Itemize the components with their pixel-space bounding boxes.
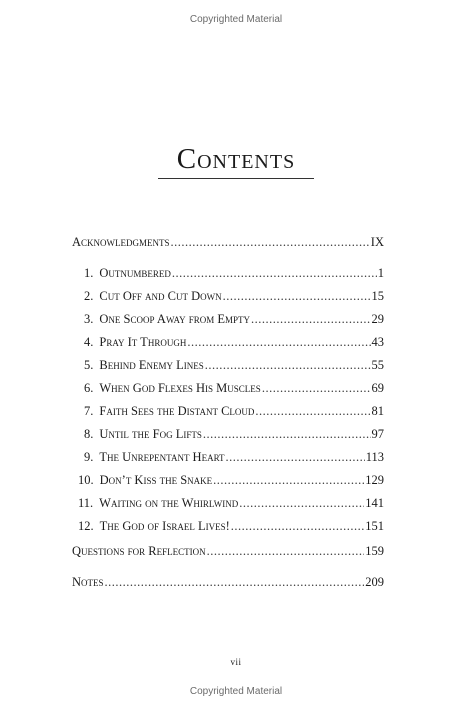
chapter-number: 12. [78, 519, 94, 533]
toc-entry-page: 159 [365, 544, 384, 558]
toc-entry-title: Questions for Reflection [72, 544, 206, 558]
toc-entry-page: 81 [371, 404, 384, 418]
toc-entry-page: 55 [371, 358, 384, 372]
toc-entry-page: IX [370, 235, 384, 249]
chapter-number: 11. [78, 496, 94, 510]
toc-entry-chapter-9[interactable] [84, 449, 384, 465]
toc-entry-page: 209 [365, 575, 384, 589]
leader-dots [223, 288, 371, 304]
toc-entry-title: Cut Off and Cut Down [99, 289, 222, 303]
toc-entry-title: Waiting on the Whirlwind [99, 496, 239, 510]
toc-entry-page: 151 [365, 519, 384, 533]
chapter-number: 7. [84, 404, 94, 418]
toc-entry-chapter-6[interactable] [84, 380, 384, 396]
toc-entry-page: 141 [365, 496, 384, 510]
toc-entry-chapter-8[interactable] [84, 426, 384, 442]
toc-entry-title: Pray It Through [99, 335, 187, 349]
chapter-number: 8. [84, 427, 94, 441]
chapter-number: 6. [84, 381, 94, 395]
toc-entry-notes[interactable] [72, 574, 384, 590]
toc-entry-title: The Unrepentant Heart [99, 450, 225, 464]
toc-entry-page: 69 [371, 381, 384, 395]
toc-entry-chapter-12[interactable] [78, 518, 384, 534]
toc-entry-title: When God Flexes His Muscles [99, 381, 261, 395]
chapter-number: 10. [78, 473, 94, 487]
toc-entry-title: Behind Enemy Lines [99, 358, 204, 372]
leader-dots [231, 518, 364, 534]
chapter-number: 5. [84, 358, 94, 372]
toc-entry-page: 43 [371, 335, 384, 349]
title-underline [158, 178, 314, 179]
leader-dots [226, 449, 365, 465]
copyright-banner-top: Copyrighted Material [189, 14, 283, 25]
chapter-number: 2. [84, 289, 94, 303]
leader-dots [262, 380, 371, 396]
leader-dots [255, 403, 370, 419]
leader-dots [172, 265, 377, 281]
toc-entry-title: One Scoop Away from Empty [99, 312, 251, 326]
leader-dots [205, 357, 371, 373]
toc-entry-title: Faith Sees the Distant Cloud [99, 404, 255, 418]
toc-entry-chapter-4[interactable] [84, 334, 384, 350]
toc-entry-title: Acknowledgments [72, 235, 170, 249]
toc-entry-title: Notes [72, 575, 104, 589]
toc-entry-questions-for-reflection[interactable] [72, 543, 384, 559]
toc-entry-title: The God of Israel Lives! [99, 519, 230, 533]
toc-entry-page: 1 [377, 266, 384, 280]
toc-entry-page: 113 [365, 450, 384, 464]
leader-dots [203, 426, 371, 442]
leader-dots [207, 543, 365, 559]
toc-entry-page: 97 [371, 427, 384, 441]
toc-entry-chapter-11[interactable] [78, 495, 384, 511]
chapter-number: 9. [84, 450, 94, 464]
toc-entry-chapter-2[interactable] [84, 288, 384, 304]
leader-dots [105, 574, 365, 590]
toc-entry-chapter-5[interactable] [84, 357, 384, 373]
leader-dots [187, 334, 370, 350]
toc-entry-title: Until the Fog Lifts [99, 427, 202, 441]
toc-entry-acknowledgments[interactable] [72, 234, 384, 250]
toc-entry-chapter-10[interactable] [78, 472, 384, 488]
toc-entry-page: 129 [365, 473, 384, 487]
page-number: vii [230, 657, 242, 667]
toc-entry-page: 29 [371, 312, 384, 326]
leader-dots [251, 311, 370, 327]
chapter-number: 3. [84, 312, 94, 326]
toc-entry-chapter-1[interactable] [84, 265, 384, 281]
chapter-number: 1. [84, 266, 94, 280]
toc-entry-title: Outnumbered [99, 266, 171, 280]
toc-entry-chapter-3[interactable] [84, 311, 384, 327]
chapter-number: 4. [84, 335, 94, 349]
toc-entry-title: Don’t Kiss the Snake [99, 473, 213, 487]
toc-entry-page: 15 [371, 289, 384, 303]
copyright-banner-bottom: Copyrighted Material [189, 686, 283, 697]
leader-dots [171, 234, 370, 250]
page-title: Contents [176, 143, 296, 175]
toc-entry-chapter-7[interactable] [84, 403, 384, 419]
leader-dots [213, 472, 364, 488]
leader-dots [239, 495, 364, 511]
